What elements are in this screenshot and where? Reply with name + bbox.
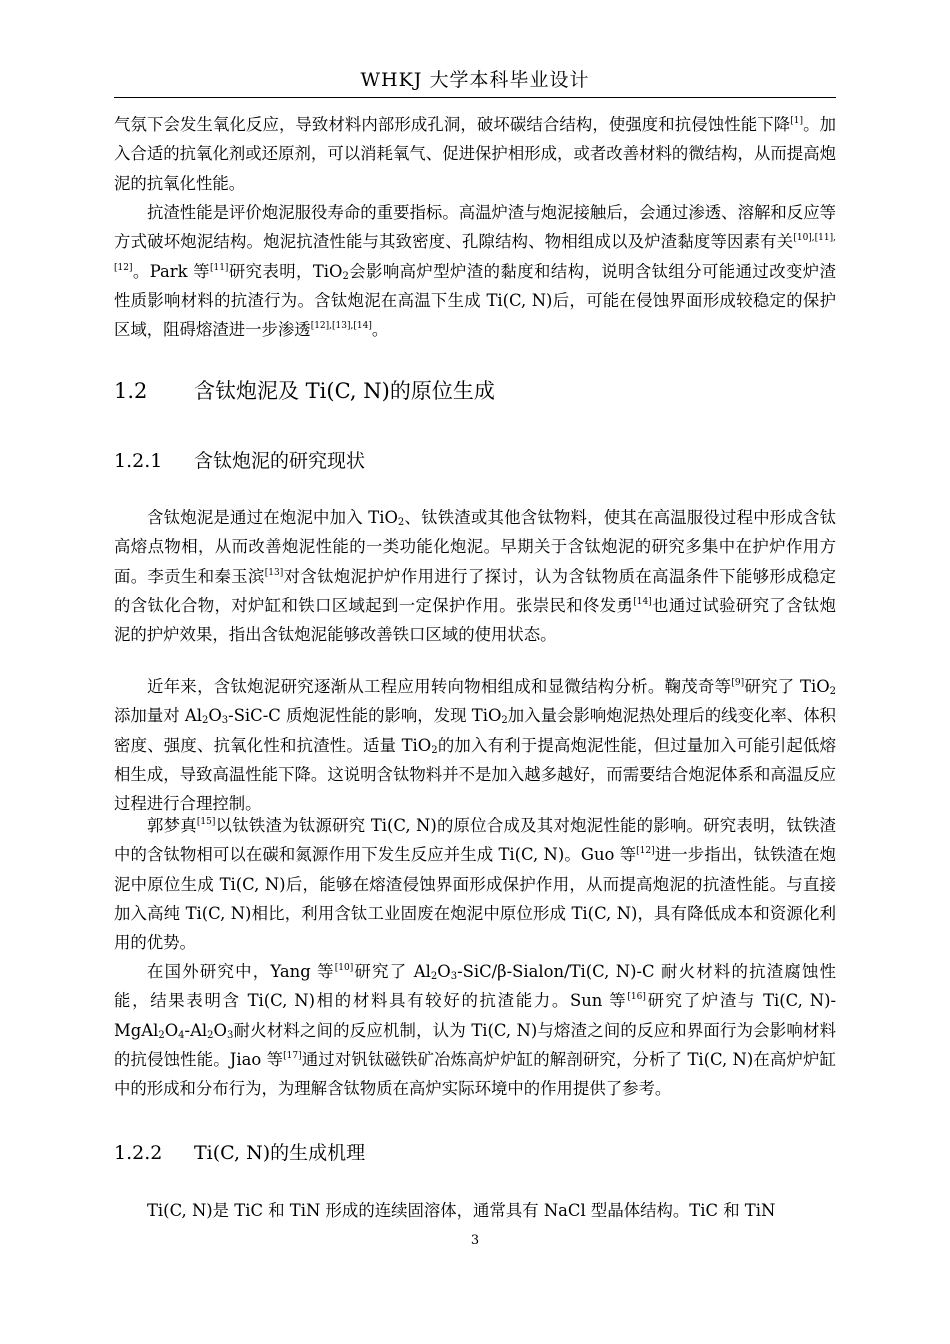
subscript: 3 [450, 971, 458, 982]
header-rule [114, 97, 836, 98]
text-run: Ti(C, N)是 TiC 和 TiN 形成的连续固溶体，通常具有 NaCl 型晶体结构。TiC 和 TiN [147, 1201, 776, 1220]
subsection-number: 1.2.1 [114, 450, 163, 472]
text-run: 研究了 TiO [744, 677, 830, 696]
page-number: 3 [470, 1233, 480, 1248]
subscript: 2 [158, 1029, 165, 1041]
subsection-title: 含钛炮泥的研究现状 [194, 450, 366, 472]
text-run: 加入量会影响炮泥热处理后的线变化率、体积密度、强度、抗氧化性和抗渣性。适量 TiO [114, 706, 836, 755]
text-run: 研究了 Al [353, 962, 431, 981]
text-run: 。加入合适的抗氧化剂或还原剂，可以消耗氧气、促进保护相形成，或者改善材料的微结构，从而提高炮泥的抗氧化性能。 [114, 115, 837, 193]
text-run: 添加量对 Al [114, 706, 202, 726]
section-title: 含钛炮泥及 Ti(C, N)的原位生成 [194, 379, 495, 403]
citation: [10] [334, 963, 354, 973]
subscript: 4 [178, 1029, 185, 1041]
subsection-heading [114, 447, 836, 475]
paragraph-7 [114, 1196, 836, 1225]
citation: [10],[11],[12] [114, 233, 836, 273]
text-run: 通过对钒钛磁铁矿冶炼高炉炉缸的解剖研究，分析了 Ti(C, N)在高炉炉缸中的形成和分布行为，为理解含钛物质在高炉实际环境中的作用提供了参考。 [114, 1049, 836, 1099]
citation: [1] [790, 116, 804, 126]
text-run: 耐火材料之间的反应机制，认为 Ti(C, N)与熔渣之间的反应和界面行为会影响材料的抗侵蚀性能。Jiao 等 [114, 1020, 836, 1069]
text-run: 的加入有利于提高炮泥性能，但过量加入可能引起低熔相生成，导致高温性能下降。这说明含钛物料并不是加入越多越好，而需要结合炮泥体系和高温反应过程进行合理控制。 [114, 735, 837, 814]
text-run: 、钛铁渣或其他含钛物料，使其在高温服役过程中形成含钛高熔点物相，从而改善炮泥性能的一类功能化炮泥。早期关于含钛炮泥的研究多集中在护炉作用方面。李贡生和秦玉滨 [114, 508, 837, 586]
citation: [12] [636, 846, 655, 857]
section-number: 1.2 [114, 379, 148, 403]
text-run: O [437, 962, 451, 981]
text-run: 也通过试验研究了含钛炮泥的护炉效果，指出含钛炮泥能够改善铁口区域的使用状态。 [114, 595, 837, 645]
subscript: 2 [342, 270, 349, 282]
text-run: O [213, 1020, 227, 1040]
subscript: 2 [207, 1029, 214, 1041]
subscript: 2 [430, 971, 438, 982]
text-run: 。 [371, 320, 389, 340]
section-heading [114, 376, 836, 406]
text-run: 气氛下会发生氧化反应，导致材料内部形成孔洞，破坏碳结合结构，使强度和抗侵蚀性能下降 [114, 115, 791, 134]
subsection-title: Ti(C, N)的生成机理 [194, 1142, 366, 1164]
subsection-number: 1.2.2 [114, 1142, 163, 1164]
text-run: 。Park 等 [132, 261, 210, 281]
paragraph-2 [114, 198, 836, 344]
citation: [12],[13],[14] [310, 321, 372, 332]
text-run: O [208, 706, 222, 726]
subscript: 3 [221, 715, 229, 727]
paragraph-4 [114, 672, 836, 818]
citation: [9] [731, 678, 745, 688]
paragraph-2-block [114, 198, 836, 344]
text-run: 在国外研究中，Yang 等 [147, 962, 335, 981]
text-run: -SiC/β-Sialon/Ti(C, N)-C 耐火材料的抗渣腐蚀性能，结果表明含 Ti(C, N)相的材料具有较好的抗渣能力。Sun 等 [114, 962, 837, 1011]
paragraph-1 [114, 110, 836, 198]
paragraph-3 [114, 503, 836, 649]
citation: [16] [627, 992, 646, 1003]
paragraph-1-block [114, 110, 836, 198]
citation: [15] [196, 817, 216, 827]
heading-1-2-block [114, 376, 836, 406]
text-run: 研究表明，TiO [228, 261, 343, 281]
text-run: 以钛铁渣为钛源研究 Ti(C, N)的原位合成及其对炮泥性能的影响。研究表明，钛铁渣中的含钛物相可以在碳和氮源作用下发生反应并生成 Ti(C, N)。Guo 等 [114, 816, 837, 865]
text-run: 研究了炉渣与 Ti(C, N)-MgAl [114, 991, 836, 1040]
citation: [17] [283, 1050, 302, 1061]
subscript: 2 [431, 744, 438, 756]
citation: [14] [633, 596, 652, 607]
subscript: 2 [397, 517, 405, 528]
subscript: 2 [501, 715, 508, 727]
text-run: 抗渣性能是评价炮泥服役寿命的重要指标。高温炉渣与炮泥接触后，会通过渗透、溶解和反应等方式破坏炮泥结构。炮泥抗渣性能与其致密度、孔隙结构、物相组成以及炉渣黏度等因素有关 [114, 203, 836, 252]
text-run: 郭梦真 [147, 816, 197, 835]
paragraph-6 [114, 957, 836, 1103]
paragraph-7-block [114, 1196, 836, 1225]
paragraph-6-block [114, 957, 836, 1103]
text-run: -Al [184, 1020, 208, 1040]
text-run: 进一步指出，钛铁渣在炮泥中原位生成 Ti(C, N)后，能够在熔渣侵蚀界面形成保护作用，从而提高炮泥的抗渣性能。与直接加入高纯 Ti(C, N)相比，利用含钛工业固废在炮泥中原位形成 Ti(C, N)，具有降低成本和资源化利用的优势。 [114, 845, 837, 953]
subsection-heading [114, 1139, 836, 1167]
text-run: 会影响高炉型炉渣的黏度和结构，说明含钛组分可能通过改变炉渣性质影响材料的抗渣行为。含钛炮泥在高温下生成 Ti(C, N)后，可能在侵蚀界面形成较稳定的保护区域，阻碍熔渣进一步渗透 [114, 261, 836, 340]
paragraph-5 [114, 811, 836, 957]
text-run: 含钛炮泥是通过在炮泥中加入 TiO [147, 508, 398, 527]
text-run: O [164, 1020, 179, 1040]
subscript: 2 [829, 686, 837, 697]
heading-1-2-1-block [114, 447, 836, 475]
paragraph-5-block [114, 811, 836, 957]
paragraph-3-block [114, 503, 836, 649]
subscript: 3 [226, 1029, 234, 1041]
citation: [13] [264, 567, 284, 578]
text-run: 对含钛炮泥护炉作用进行了探讨，认为含钛物质在高温条件下能够形成稳定的含钛化合物，对炉缸和铁口区域起到一定保护作用。张崇民和佟发勇 [114, 566, 837, 615]
heading-1-2-2-block [114, 1139, 836, 1167]
text-run: -SiC-C 质炮泥性能的影响，发现 TiO [228, 706, 502, 726]
paragraph-4-block [114, 672, 836, 818]
subscript: 2 [201, 715, 209, 727]
text-run: 近年来，含钛炮泥研究逐渐从工程应用转向物相组成和显微结构分析。鞠茂奇等 [147, 677, 732, 696]
page-header: WHKJ 大学本科毕业设计 [360, 69, 590, 91]
citation: [11] [209, 262, 229, 273]
